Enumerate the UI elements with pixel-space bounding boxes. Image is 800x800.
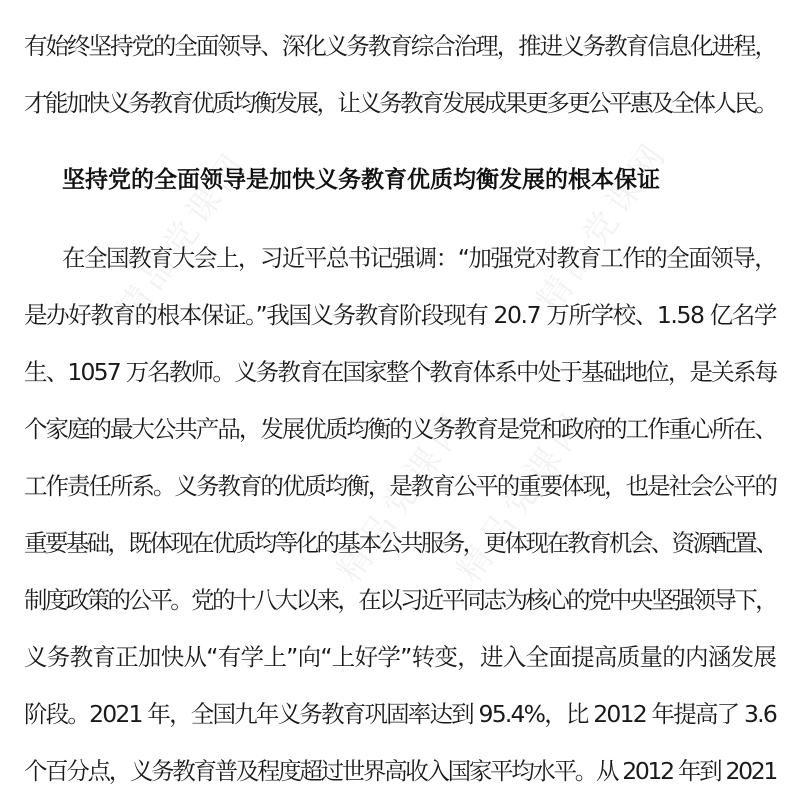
watermark: 精品党课网 (329, 403, 477, 590)
text-line: 生、1057 万名教师。义务教育在国家整个教育体系中处于基础地位，是关系每 (24, 358, 777, 386)
text-line: 个家庭的最大公共产品，发展优质均衡的义务教育是党和政府的工作重心所在、 (24, 415, 776, 443)
text-line: 是办好教育的根本保证。”我国义务教育阶段现有 20.7 万所学校、1.58 亿名学 (24, 301, 776, 329)
watermark: 精品党课网 (449, 403, 597, 590)
text-line: 阶段。2021 年，全国九年义务教育巩固率达到 95.4%，比 2012 年提高了 3.6 (24, 700, 776, 728)
watermark: 精品党课网 (529, 133, 677, 320)
watermark: 精品党课网 (109, 143, 257, 330)
text-line: 工作责任所系。义务教育的优质均衡，是教育公平的重要体现，也是社会公平的 (24, 472, 776, 500)
text-line: 制度政策的公平。党的十八大以来，在以习近平同志为核心的党中央坚强领导下， (24, 586, 776, 614)
text-line: 重要基础，既体现在优质均等化的基本公共服务，更体现在教育机会、资源配置、 (24, 529, 776, 557)
body-paragraph (24, 230, 776, 800)
text-line: 个百分点，义务教育普及程度超过世界高收入国家平均水平。从 2012 年到 2021 (24, 757, 777, 785)
text-line: 在全国教育大会上，习近平总书记强调：“加强党对教育工作的全面领导， (62, 244, 777, 272)
text-line: 才能加快义务教育优质均衡发展，让义务教育发展成果更多更公平惠及全体人民。 (24, 89, 776, 117)
text-line: 有始终坚持党的全面领导、深化义务教育综合治理，推进义务教育信息化进程， (24, 32, 776, 60)
section-heading: 坚持党的全面领导是加快义务教育优质均衡发展的根本保证 (62, 167, 660, 193)
intro-paragraph (24, 0, 776, 132)
text-line: 义务教育正加快从“有学上”向“上好学”转变，进入全面提高质量的内涵发展 (24, 643, 777, 671)
document-body (24, 0, 776, 800)
